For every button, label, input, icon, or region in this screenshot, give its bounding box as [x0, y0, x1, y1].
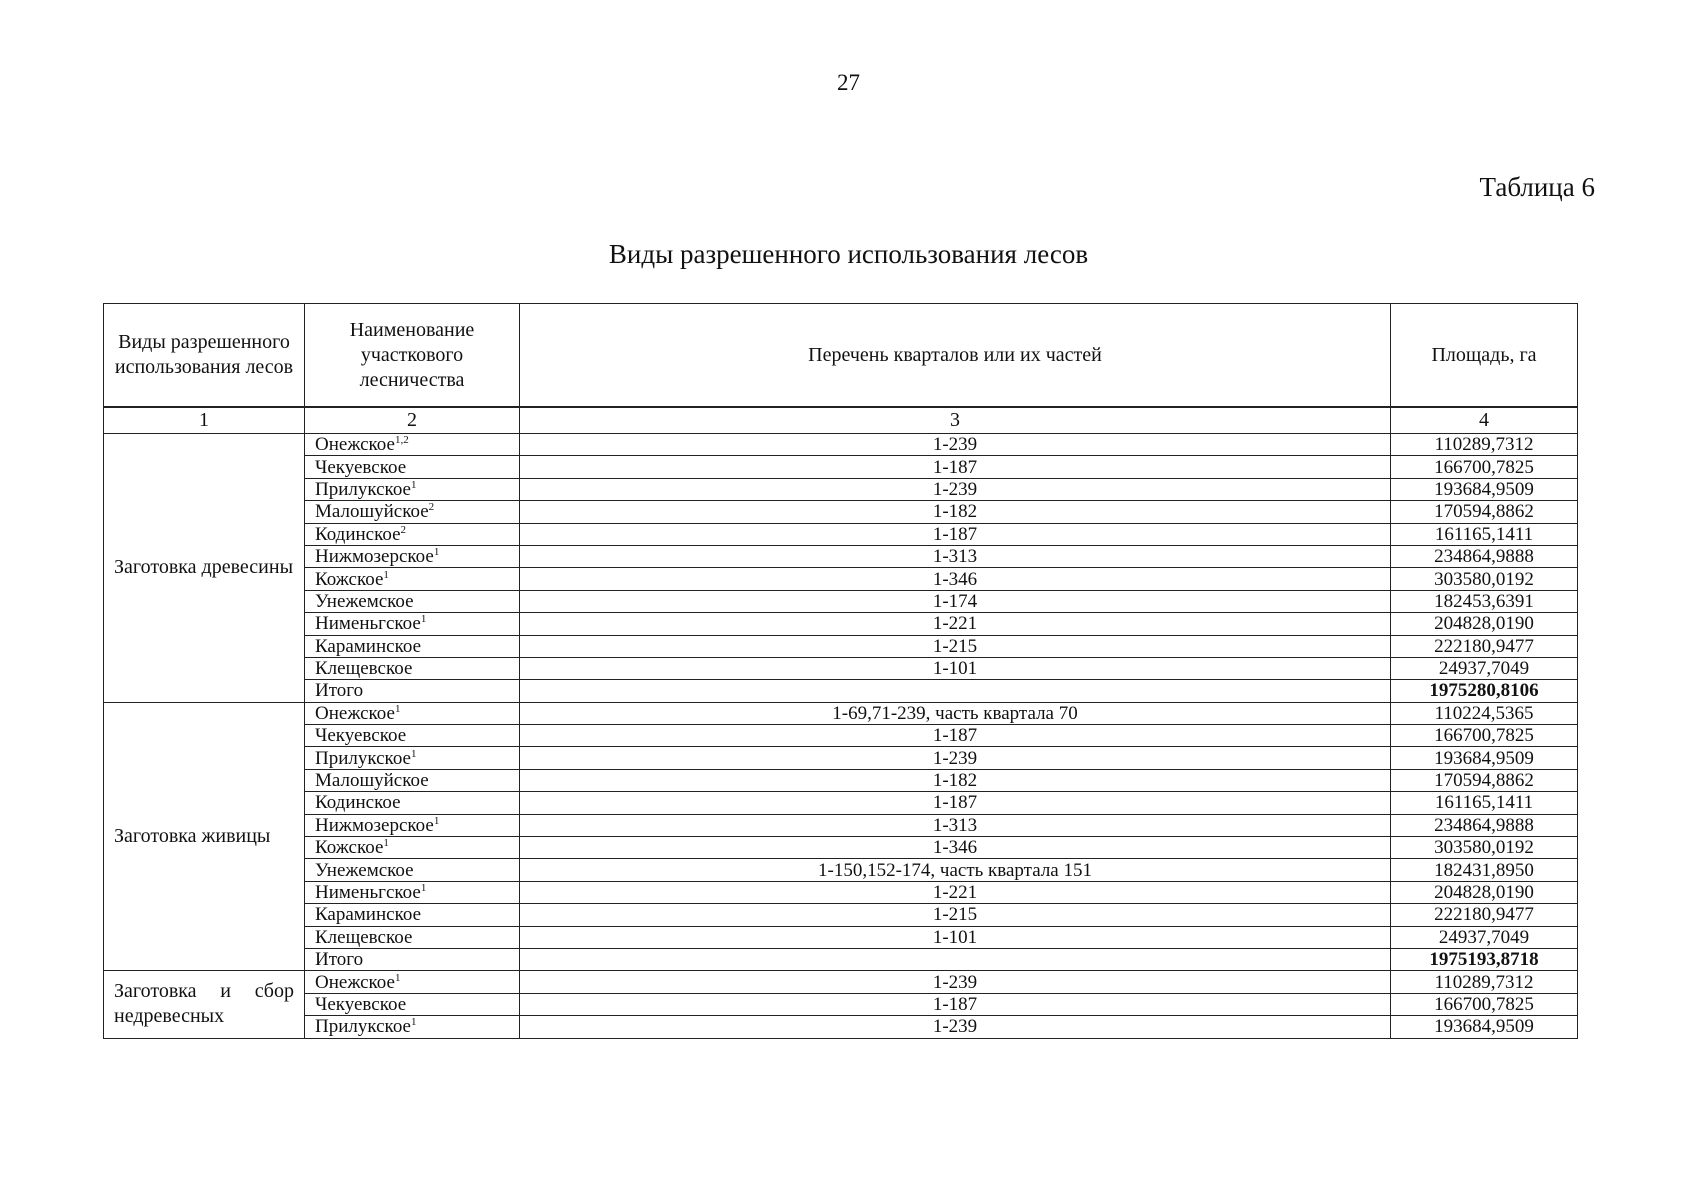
forestry-name-cell [305, 590, 520, 612]
use-type-cell [104, 702, 305, 971]
forestry-name: Прилукское [315, 1016, 411, 1038]
quarters-list-cell: 1-239 [520, 1016, 1391, 1038]
area-cell: 193684,9509 [1391, 478, 1578, 500]
forestry-name: Прилукское [315, 478, 411, 500]
forestry-name: Кодинское [315, 523, 401, 545]
area-cell: 234864,9888 [1391, 814, 1578, 836]
footnote-marker: 1 [394, 702, 401, 715]
table-body [104, 407, 1578, 1039]
forestry-name-cell [305, 1016, 520, 1038]
header-quarters-list: Перечень кварталов или их частей [520, 304, 1391, 407]
column-number: 2 [305, 408, 520, 434]
quarters-list-cell: 1-101 [520, 926, 1391, 948]
area-cell: 24937,7049 [1391, 657, 1578, 679]
forestry-name: Клещевское [315, 658, 413, 680]
quarters-list-cell: 1-174 [520, 590, 1391, 612]
forestry-name-cell [305, 613, 520, 635]
footnote-marker: 2 [428, 501, 435, 514]
forestry-name: Клещевское [315, 926, 413, 948]
quarters-list-cell: 1-182 [520, 501, 1391, 523]
forestry-name-cell [305, 814, 520, 836]
area-cell: 24937,7049 [1391, 926, 1578, 948]
footnote-marker: 1 [411, 1016, 417, 1029]
quarters-list-cell: 1-187 [520, 792, 1391, 814]
table-row [104, 814, 1578, 836]
quarters-list-cell: 1-150,152-174, часть квартала 151 [520, 859, 1391, 881]
table-row [104, 881, 1578, 903]
area-cell: 166700,7825 [1391, 725, 1578, 747]
footnote-marker: 1 [383, 568, 389, 581]
area-cell: 166700,7825 [1391, 456, 1578, 478]
forestry-name: Онежское [315, 971, 395, 993]
table-row [104, 1016, 1578, 1038]
table-row [104, 456, 1578, 478]
forestry-name: Нижмозерское [315, 814, 434, 836]
footnote-marker: 1 [433, 814, 440, 827]
forestry-name-cell [305, 792, 520, 814]
forestry-name-cell [305, 478, 520, 500]
area-cell: 161165,1411 [1391, 523, 1578, 545]
table-row [104, 702, 1578, 724]
footnote-marker: 1 [420, 613, 427, 626]
table-row [104, 904, 1578, 926]
quarters-list-cell: 1-313 [520, 545, 1391, 567]
forestry-name: Караминское [315, 904, 422, 926]
quarters-list-cell: 1-239 [520, 434, 1391, 456]
table-row [104, 769, 1578, 791]
total-quarters-empty [520, 680, 1391, 702]
forestry-name-cell [305, 725, 520, 747]
table-row [104, 613, 1578, 635]
forestry-name-cell [305, 657, 520, 679]
area-cell: 166700,7825 [1391, 993, 1578, 1015]
quarters-list-cell: 1-346 [520, 837, 1391, 859]
area-cell: 204828,0190 [1391, 613, 1578, 635]
area-cell: 303580,0192 [1391, 568, 1578, 590]
total-row [104, 948, 1578, 970]
forestry-name-cell [305, 702, 520, 724]
forestry-name: Онежское [315, 434, 395, 456]
table-row [104, 545, 1578, 567]
quarters-list-cell: 1-313 [520, 814, 1391, 836]
footnote-marker: 1 [420, 882, 427, 894]
footnote-marker: 2 [400, 523, 407, 536]
forestry-name-cell [305, 545, 520, 567]
table-row [104, 434, 1578, 456]
area-cell: 222180,9477 [1391, 904, 1578, 926]
quarters-list-cell: 1-215 [520, 635, 1391, 657]
forestry-name: Нименьгское [315, 882, 421, 903]
page-number: 27 [837, 70, 860, 95]
total-label: Итого [305, 680, 520, 702]
total-area: 1975193,8718 [1391, 948, 1578, 970]
area-cell: 234864,9888 [1391, 545, 1578, 567]
forestry-name-cell [305, 434, 520, 456]
forestry-name: Малошуйское [315, 501, 429, 523]
forestry-name-cell [305, 456, 520, 478]
table-row [104, 926, 1578, 948]
forestry-name-cell [305, 523, 520, 545]
area-cell: 110224,5365 [1391, 702, 1578, 724]
header-area: Площадь, га [1391, 304, 1578, 407]
footnote-marker: 1 [433, 546, 440, 559]
table-row [104, 971, 1578, 993]
area-cell: 161165,1411 [1391, 792, 1578, 814]
footnote-marker: 1 [411, 478, 417, 491]
area-cell: 204828,0190 [1391, 881, 1578, 903]
quarters-list-cell: 1-69,71-239, часть квартала 70 [520, 702, 1391, 724]
header-row [104, 304, 1578, 407]
total-area: 1975280,8106 [1391, 680, 1578, 702]
forestry-name-cell [305, 501, 520, 523]
quarters-list-cell: 1-346 [520, 568, 1391, 590]
forestry-name: Нижмозерское [315, 546, 434, 568]
quarters-list-cell: 1-221 [520, 613, 1391, 635]
forestry-name-cell [305, 904, 520, 926]
quarters-list-cell: 1-221 [520, 881, 1391, 903]
forestry-name-cell [305, 859, 520, 881]
column-number: 4 [1391, 408, 1578, 434]
quarters-list-cell: 1-101 [520, 657, 1391, 679]
area-cell: 110289,7312 [1391, 434, 1578, 456]
forestry-name: Чекуевское [315, 456, 407, 478]
forestry-name: Караминское [315, 635, 422, 657]
table-label: Таблица 6 [1479, 172, 1595, 202]
forestry-name: Унежемское [315, 859, 414, 881]
forestry-name: Чекуевское [315, 993, 407, 1015]
document-title: Виды разрешенного использования лесов [608, 239, 1089, 269]
table-row [104, 747, 1578, 769]
forestry-name-cell [305, 837, 520, 859]
forestry-name: Кожское [315, 837, 384, 859]
forestry-name: Кодинское [315, 792, 401, 814]
use-type-label: Заготовка живицы [114, 825, 271, 848]
header-use-type: Виды разрешенного использования лесов [104, 304, 305, 407]
table-row [104, 523, 1578, 545]
table-row [104, 478, 1578, 500]
forestry-name-cell [305, 769, 520, 791]
table-row [104, 590, 1578, 612]
quarters-list-cell: 1-187 [520, 456, 1391, 478]
forestry-name: Онежское [315, 702, 395, 724]
area-cell: 170594,8862 [1391, 769, 1578, 791]
area-cell: 222180,9477 [1391, 635, 1578, 657]
forestry-name: Нименьгское [315, 613, 421, 635]
header-forestry-name: Наименование участкового лесничества [305, 304, 520, 407]
footnote-marker: 1 [383, 837, 389, 850]
forestry-name-cell [305, 926, 520, 948]
forestry-name: Чекуевское [315, 725, 407, 747]
table-row [104, 501, 1578, 523]
quarters-list-cell: 1-215 [520, 904, 1391, 926]
footnote-marker: 1 [394, 971, 401, 984]
total-quarters-empty [520, 948, 1391, 970]
quarters-list-cell: 1-187 [520, 725, 1391, 747]
forestry-name-cell [305, 881, 520, 903]
area-cell: 110289,7312 [1391, 971, 1578, 993]
use-type-label: Заготовка и сбор недревесных [114, 980, 294, 1028]
forestry-name: Прилукское [315, 747, 411, 769]
quarters-list-cell: 1-187 [520, 993, 1391, 1015]
forestry-name-cell [305, 993, 520, 1015]
table-row [104, 657, 1578, 679]
quarters-list-cell: 1-187 [520, 523, 1391, 545]
table-row [104, 792, 1578, 814]
area-cell: 193684,9509 [1391, 747, 1578, 769]
column-number: 1 [104, 408, 305, 434]
column-number: 3 [520, 408, 1391, 434]
use-type-label: Заготовка древесины [114, 556, 294, 579]
table-row [104, 725, 1578, 747]
forestry-name: Малошуйское [315, 770, 429, 792]
forestry-name: Кожское [315, 568, 384, 590]
use-type-cell [104, 434, 305, 703]
footnote-marker: 1,2 [394, 434, 409, 447]
area-cell: 193684,9509 [1391, 1016, 1578, 1038]
forest-use-table [103, 303, 1578, 1039]
footnote-marker: 1 [411, 747, 417, 760]
quarters-list-cell: 1-239 [520, 747, 1391, 769]
forestry-name-cell [305, 635, 520, 657]
table-row [104, 993, 1578, 1015]
area-cell: 182453,6391 [1391, 590, 1578, 612]
quarters-list-cell: 1-239 [520, 478, 1391, 500]
forestry-name-cell [305, 971, 520, 993]
total-label: Итого [305, 948, 520, 970]
area-cell: 182431,8950 [1391, 859, 1578, 881]
table-row [104, 859, 1578, 881]
total-row [104, 680, 1578, 702]
column-number-row [104, 408, 1578, 434]
table-row [104, 837, 1578, 859]
quarters-list-cell: 1-239 [520, 971, 1391, 993]
table-row [104, 568, 1578, 590]
area-cell: 303580,0192 [1391, 837, 1578, 859]
quarters-list-cell: 1-182 [520, 769, 1391, 791]
forestry-name: Унежемское [315, 590, 414, 612]
forestry-name-cell [305, 747, 520, 769]
table-row [104, 635, 1578, 657]
forestry-name-cell [305, 568, 520, 590]
area-cell: 170594,8862 [1391, 501, 1578, 523]
use-type-cell [104, 971, 305, 1038]
